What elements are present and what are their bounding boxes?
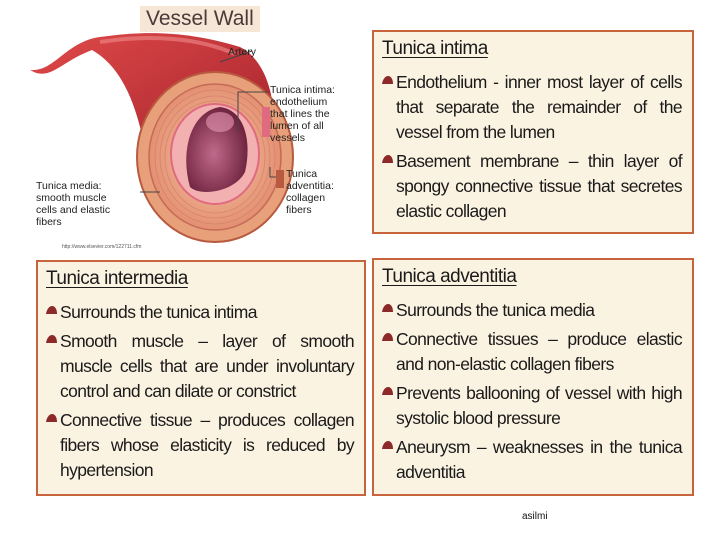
list-item — [382, 149, 682, 224]
bullet-icon — [46, 306, 57, 314]
list-item-text: Endothelium - inner most layer of cells that separate the remainder of the vessel from the lumen — [396, 72, 682, 142]
bullet-icon — [46, 335, 57, 343]
label-artery: Artery — [228, 46, 257, 58]
list-item — [46, 300, 354, 325]
list-item-text: Basement membrane – thin layer of spongy connective tissue that secretes elastic collagen — [396, 151, 682, 221]
tunica-adventitia-box — [372, 258, 694, 496]
list-item-text: Surrounds the tunica media — [396, 300, 595, 320]
list-item-text: Aneurysm – weaknesses in the tunica adventitia — [396, 437, 682, 482]
list-item — [382, 381, 682, 431]
bullet-icon — [382, 155, 393, 163]
list-item — [382, 298, 682, 323]
list-item — [382, 70, 682, 145]
tunica-intima-title: Tunica intima — [382, 38, 488, 59]
vessel-wall-figure — [30, 2, 370, 258]
tunica-adventitia-title: Tunica adventitia — [382, 266, 517, 287]
tunica-intermedia-list — [46, 300, 354, 483]
figure-credit: http://www.elsevier.com/122711.cfm — [62, 244, 142, 250]
list-item — [382, 327, 682, 377]
bullet-icon — [382, 76, 393, 84]
figure-title: Vessel Wall — [140, 6, 260, 32]
tunica-intima-box — [372, 30, 694, 234]
list-item — [382, 435, 682, 485]
label-intima: Tunica intima: endothelium that lines the lumen of all vessels — [270, 84, 335, 144]
bullet-icon — [382, 387, 393, 395]
list-item-text: Surrounds the tunica intima — [60, 302, 257, 322]
bullet-icon — [382, 441, 393, 449]
list-item-text: Prevents ballooning of vessel with high systolic blood pressure — [396, 383, 682, 428]
tunica-intima-list — [382, 70, 682, 224]
tunica-intermedia-title: Tunica intermedia — [46, 268, 188, 289]
footer-text: asilmi — [522, 511, 548, 522]
list-item-text: Smooth muscle – layer of smooth muscle cells that are under involuntary control and can dilate or constrict — [60, 331, 354, 401]
bullet-icon — [46, 414, 57, 422]
tunica-adventitia-list — [382, 298, 682, 485]
list-item — [46, 329, 354, 404]
list-item — [46, 408, 354, 483]
list-item-text: Connective tissue – produces collagen fibers whose elasticity is reduced by hypertension — [60, 410, 354, 480]
tunica-intermedia-box — [36, 260, 366, 496]
label-adventitia: Tunica adventitia: collagen fibers — [286, 168, 334, 216]
label-media: Tunica media: smooth muscle cells and elastic fibers — [36, 180, 111, 228]
bullet-icon — [382, 304, 393, 312]
bullet-icon — [382, 333, 393, 341]
list-item-text: Connective tissues – produce elastic and non-elastic collagen fibers — [396, 329, 682, 374]
